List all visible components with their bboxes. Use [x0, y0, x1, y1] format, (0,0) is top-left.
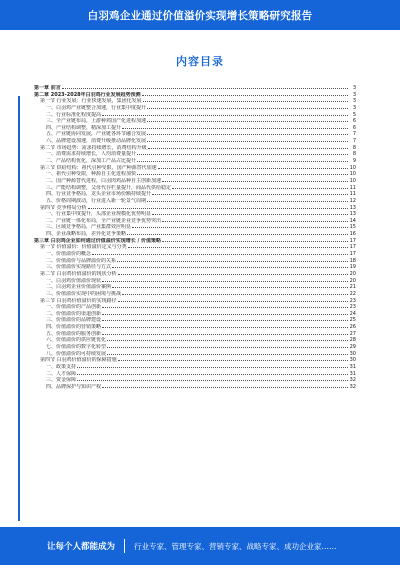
toc-entry[interactable]	[34, 250, 356, 257]
toc-entry[interactable]	[34, 164, 356, 171]
toc-entry-title: 四、企业战略布局，差异化竞争策略	[46, 231, 127, 237]
toc-entry[interactable]	[34, 157, 356, 164]
toc-entry-page: 3	[352, 91, 356, 98]
toc-entry-page: 32	[349, 377, 356, 383]
toc-entry-page: 30	[349, 357, 356, 363]
toc-entry-title: 七、价值溢价的数字化转型	[46, 343, 107, 350]
toc-entry-page: 12	[349, 197, 356, 204]
toc-entry-title: 一、行业集中度提升，头部企业规模化优势明显	[46, 211, 152, 217]
toc-entry-page: 9	[352, 158, 356, 164]
toc-entry-page: 11	[349, 184, 356, 191]
toc-entry-page: 15	[349, 224, 356, 231]
toc-leader-dots	[117, 257, 348, 262]
toc-entry-title: 六、价值溢价的供应链优化	[46, 337, 107, 343]
toc-entry-page: 13	[349, 204, 356, 211]
toc-entry-page: 29	[349, 343, 356, 350]
toc-entry[interactable]	[34, 111, 356, 118]
toc-leader-dots	[152, 190, 348, 195]
toc-entry-title: 二、国产种源替代进程，白羽肉鸡品种自主创新加速	[46, 177, 162, 184]
toc-entry[interactable]	[34, 230, 356, 237]
toc-entry-page: 31	[349, 370, 356, 377]
toc-entry[interactable]	[34, 190, 356, 197]
toc-entry[interactable]	[34, 383, 356, 390]
toc-leader-dots	[88, 204, 348, 209]
toc-entry-page: 17	[349, 251, 356, 257]
toc-entry[interactable]	[34, 197, 356, 204]
toc-leader-dots	[128, 243, 348, 248]
toc-entry-title: 一、消费需求持续增长，人均消费量提升	[46, 151, 137, 158]
toc-entry[interactable]	[34, 303, 356, 310]
footer-tagline: 行业专家、管理专家、营销专家、战略专家、成功企业家……	[134, 541, 337, 551]
toc-leader-dots	[152, 210, 348, 215]
toc-entry-page: 7	[352, 138, 356, 144]
toc-entry[interactable]	[34, 356, 356, 363]
toc-leader-dots	[137, 170, 348, 175]
toc-entry-page: 13	[349, 211, 356, 217]
toc-leader-dots	[107, 343, 348, 348]
toc-leader-dots	[118, 297, 348, 302]
toc-leader-dots	[137, 157, 348, 162]
toc-entry-page: 21	[349, 284, 356, 290]
toc-entry-title: 三、资金保障	[46, 377, 77, 383]
toc-entry-page: 8	[352, 151, 356, 158]
toc-leader-dots	[137, 150, 348, 155]
toc-leader-dots	[102, 316, 348, 321]
toc-entry-title: 二、人才保障	[46, 370, 77, 377]
toc-entry-title: 五、产业链协同发展，产业链各环节融合发展	[46, 131, 147, 138]
toc-entry[interactable]	[34, 124, 356, 131]
toc-leader-dots	[122, 124, 348, 129]
toc-entry-page: 17	[349, 237, 356, 244]
toc-entry-page: 17	[349, 244, 356, 251]
toc-leader-dots	[102, 310, 348, 315]
toc-entry-page: 6	[352, 124, 356, 131]
toc-entry[interactable]	[34, 104, 356, 111]
toc-entry-page: 23	[349, 297, 356, 304]
toc-entry-title: 二、行业标准化程度提高	[46, 111, 102, 118]
toc-entry-title: 三、价值溢价实现中的困境与挑战	[46, 290, 122, 297]
toc-entry-title: 三、产能结构调整，父母代存栏量提升，商品代供给稳定	[46, 184, 172, 191]
toc-leader-dots	[92, 250, 348, 255]
toc-entry-title: 八、价值溢价的可持续发展	[46, 350, 107, 357]
toc-entry-title: 第一节 价值溢价：价值溢价定义与分类	[40, 244, 127, 251]
footer-divider	[124, 539, 125, 553]
toc-leader-dots	[172, 184, 348, 189]
toc-entry[interactable]	[34, 204, 356, 211]
toc-leader-dots	[102, 303, 348, 308]
toc-leader-dots	[102, 330, 348, 335]
toc-entry[interactable]	[34, 91, 356, 98]
toc-entry-title: 第二节 白羽鸡价值溢价的现状分析	[40, 270, 117, 277]
toc-entry-page: 25	[349, 317, 356, 324]
toc-entry-title: 一、白羽鸡价值溢价现状	[46, 277, 102, 284]
toc-entry-page: 20	[349, 277, 356, 284]
toc-entry[interactable]	[34, 350, 356, 357]
toc-leader-dots	[62, 84, 348, 89]
toc-entry[interactable]	[34, 150, 356, 157]
toc-leader-dots	[102, 383, 348, 388]
toc-leader-dots	[77, 363, 348, 368]
toc-entry-page: 11	[349, 191, 356, 197]
toc-entry-page: 19	[349, 264, 356, 270]
toc-heading: 内容目录	[176, 55, 224, 68]
toc-entry-title: 五、价格周期波动，行业进入新一轮景气周期	[46, 197, 147, 204]
toc-entry[interactable]	[34, 243, 356, 250]
toc-entry-title: 三、区域竞争格局，产业集群效应明显	[46, 224, 132, 231]
toc-entry-page: 6	[352, 118, 356, 124]
toc-entry-title: 五、价值溢价的服务创新	[46, 330, 102, 337]
left-accent-bar	[18, 96, 20, 521]
toc-entry[interactable]	[34, 376, 356, 383]
toc-entry[interactable]	[34, 97, 356, 104]
toc-entry-page: 24	[349, 310, 356, 317]
toc-entry-title: 三、价值溢价的品牌建设	[46, 317, 102, 324]
toc-entry-page: 27	[349, 330, 356, 337]
toc-entry[interactable]	[34, 263, 356, 270]
toc-entry[interactable]	[34, 117, 356, 124]
toc-entry[interactable]	[34, 170, 356, 177]
toc-leader-dots	[143, 97, 348, 102]
toc-leader-dots	[77, 376, 348, 381]
toc-entry-page: 7	[352, 131, 356, 138]
toc-entry-page: 22	[349, 290, 356, 297]
page-footer	[0, 527, 400, 565]
toc-leader-dots	[162, 177, 348, 182]
toc-entry[interactable]	[34, 290, 356, 297]
toc-entry[interactable]	[34, 137, 356, 144]
toc-entry-title: 第三章 白羽鸡企业如何通过价值溢价实现增长 / 价值策略	[34, 237, 162, 244]
toc-entry-page: 8	[352, 144, 356, 151]
toc-entry[interactable]	[34, 316, 356, 323]
toc-entry-page: 3	[352, 104, 356, 111]
toc-leader-dots	[142, 91, 348, 96]
toc-entry-page: 23	[349, 304, 356, 310]
toc-leader-dots	[122, 290, 348, 295]
toc-entry-title: 第一章 前言	[34, 85, 61, 91]
toc-entry[interactable]	[34, 84, 356, 91]
toc-entry[interactable]	[34, 277, 356, 284]
toc-entry-title: 三、价值溢价实现路径与方式	[46, 264, 112, 270]
toc-entry[interactable]	[34, 330, 356, 337]
toc-entry[interactable]	[34, 336, 356, 343]
toc-entry[interactable]	[34, 130, 356, 137]
toc-entry-title: 一、祖代引种受限，种源自主化进程加快	[46, 171, 137, 177]
toc-entry-title: 一、白羽鸡产业链整合加速，行业集中度提升	[46, 104, 147, 111]
toc-entry-title: 三、全产业链布局，上游种鸡国产化进程加速	[46, 118, 147, 124]
toc-entry-title: 四、行业竞争格局，龙头企业市场份额持续提升	[46, 191, 152, 197]
toc-entry[interactable]	[34, 184, 356, 191]
toc-entry-title: 二、产业链一体化布局，全产业链企业竞争优势突出	[46, 217, 162, 224]
toc-entry-page: 30	[349, 350, 356, 357]
toc-leader-dots	[127, 230, 348, 235]
toc-leader-dots	[77, 370, 348, 375]
toc-entry-page: 28	[349, 337, 356, 343]
toc-entry[interactable]	[34, 237, 356, 244]
toc-leader-dots	[148, 144, 348, 149]
toc-entry-title: 第二章 2023-2028年白羽鸡行业发展趋势预测	[34, 91, 141, 98]
toc-entry[interactable]	[34, 223, 356, 230]
toc-entry-page: 32	[349, 383, 356, 390]
toc-leader-dots	[162, 237, 348, 242]
toc-entry-title: 二、产品结构优化，深加工产品占比提升	[46, 158, 137, 164]
toc-entry-title: 二、价值溢价与品牌溢价的关系	[46, 257, 117, 264]
toc-leader-dots	[147, 104, 348, 109]
toc-entry-title: 一、价值溢价的产品创新	[46, 304, 102, 310]
toc-entry-page: 26	[349, 324, 356, 330]
toc-entry-page: 10	[349, 164, 356, 171]
toc-entry-page: 3	[352, 85, 356, 91]
toc-entry[interactable]	[34, 144, 356, 151]
toc-entry-page: 5	[352, 111, 356, 118]
toc-entry-title: 第四节 白羽鸡价值溢价的保障措施	[40, 357, 117, 363]
toc-entry-title: 四、产业结构调整，精深加工提升	[46, 124, 122, 131]
toc-leader-dots	[147, 137, 348, 142]
toc-entry-page: 31	[349, 363, 356, 370]
toc-leader-dots	[102, 277, 348, 282]
toc-entry[interactable]	[34, 323, 356, 330]
toc-entry-page: 16	[349, 231, 356, 237]
toc-entry-title: 第二节 市场趋势：需求持续增长，消费结构升级	[40, 144, 147, 151]
toc-leader-dots	[102, 111, 348, 116]
toc-entry-title: 第一节 行业发展：行业快速发展，集团化发展	[40, 98, 142, 104]
toc-entry[interactable]	[34, 210, 356, 217]
toc-leader-dots	[112, 263, 348, 268]
toc-leader-dots	[118, 270, 348, 275]
toc-leader-dots	[112, 283, 348, 288]
toc-entry-title: 一、价值溢价的概念	[46, 251, 92, 257]
table-of-contents	[34, 84, 356, 389]
toc-entry-title: 二、价值溢价的渠道创新	[46, 310, 102, 317]
toc-leader-dots	[147, 130, 348, 135]
toc-entry-title: 第三节 白羽鸡价值溢价的实现路径	[40, 297, 117, 304]
toc-leader-dots	[118, 356, 348, 361]
toc-entry-title: 四、价值溢价的营销策略	[46, 324, 102, 330]
toc-entry-title: 第四节 竞争格局分析	[40, 204, 87, 211]
toc-entry-page: 14	[349, 217, 356, 224]
toc-leader-dots	[147, 197, 348, 202]
toc-entry[interactable]	[34, 257, 356, 264]
toc-entry[interactable]	[34, 177, 356, 184]
toc-entry[interactable]	[34, 363, 356, 370]
toc-entry-title: 六、品牌建设加速，消费升级推动品牌化发展	[46, 138, 147, 144]
report-title: 白羽鸡企业通过价值溢价实现增长策略研究报告	[87, 9, 313, 22]
toc-entry[interactable]	[34, 297, 356, 304]
toc-entry-page: 20	[349, 270, 356, 277]
toc-entry[interactable]	[34, 310, 356, 317]
toc-entry[interactable]	[34, 343, 356, 350]
toc-entry[interactable]	[34, 283, 356, 290]
toc-leader-dots	[162, 217, 348, 222]
toc-leader-dots	[107, 350, 348, 355]
toc-entry-title: 二、白羽鸡企业价值溢价案例	[46, 284, 112, 290]
toc-entry-page: 18	[349, 257, 356, 264]
toc-entry-page: 10	[349, 171, 356, 177]
toc-entry[interactable]	[34, 217, 356, 224]
toc-leader-dots	[147, 117, 348, 122]
toc-leader-dots	[102, 323, 348, 328]
toc-leader-dots	[132, 223, 348, 228]
toc-entry-page: 10	[349, 177, 356, 184]
toc-entry[interactable]	[34, 270, 356, 277]
toc-entry-title: 一、政策支持	[46, 363, 77, 370]
toc-entry[interactable]	[34, 370, 356, 377]
report-header	[0, 0, 400, 30]
toc-leader-dots	[158, 164, 348, 169]
toc-entry-title: 四、品牌保护与知识产权	[46, 383, 102, 390]
toc-leader-dots	[107, 336, 348, 341]
toc-entry-page: 3	[352, 98, 356, 104]
toc-entry-title: 第三节 供给结构：祖代引种受限，国产种源替代加速	[40, 164, 157, 171]
footer-slogan: 让每个人都能成为	[47, 542, 116, 552]
